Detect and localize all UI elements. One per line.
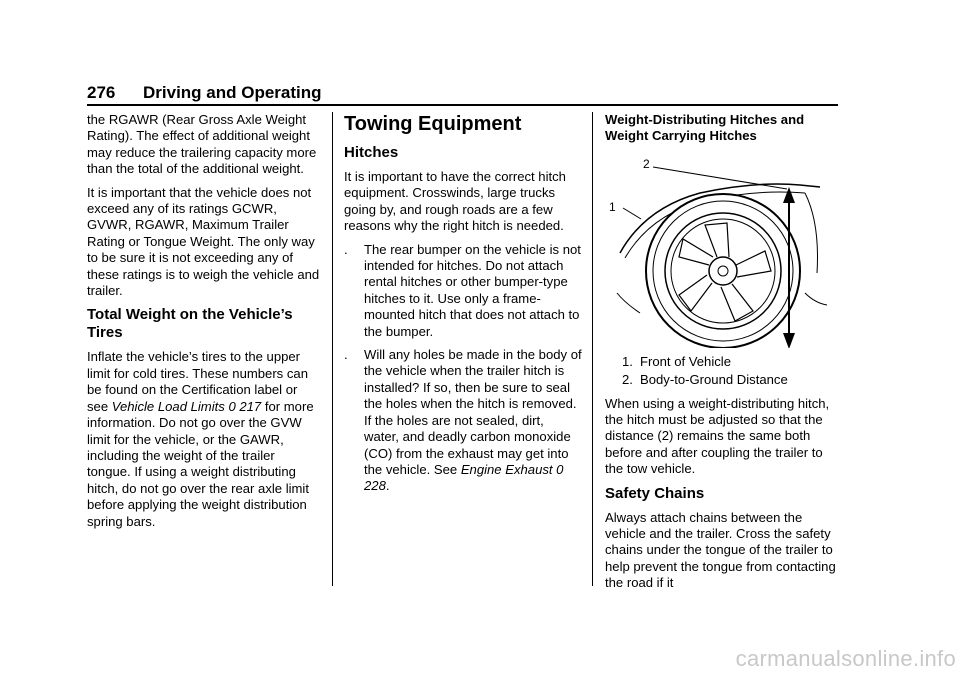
arrow-head-top — [783, 187, 795, 203]
bullet-text-holes: Will any holes be made in the body of the vehicle when the trailer hitch is installed? If so, then be sure to seal the holes when the hitch is removed. If the holes are not sealed, dirt, water, and deadly carbon monoxide (CO) from the exhaust may get into the vehicle. See Engine Exhaust 0 228. — [364, 347, 582, 494]
wheel-illustration — [605, 153, 841, 348]
bumper-outline — [617, 293, 640, 313]
callout-2-label: 2 — [643, 156, 650, 171]
bullet-marker: . — [344, 241, 348, 257]
callout-2-leader — [653, 167, 787, 189]
fender-rear-edge — [805, 193, 818, 273]
page-number: 276 — [87, 83, 116, 102]
wheel-hub — [709, 257, 737, 285]
bullet-text-bumper: The rear bumper on the vehicle is not intended for hitches. Do not attach rental hitches or other bumper-type hitches to it. Use only a frame-mounted hitch that does not attach to the bumper. — [364, 241, 581, 339]
paragraph-rgawr: the RGAWR (Rear Gross Axle Weight Rating). The effect of additional weight may reduce the trailering capacity more than the total of the additional weight. — [87, 112, 317, 177]
column-3 — [605, 112, 841, 599]
heading-weight-distributing-hitches: Weight-Distributing Hitches and Weight Carrying Hitches — [605, 112, 805, 144]
heading-towing-equipment: Towing Equipment — [344, 113, 522, 135]
watermark: carmanualsonline.info — [735, 646, 956, 671]
figure-caption: 1. Front of Vehicle — [622, 353, 731, 369]
list-item — [344, 242, 582, 340]
heading-total-weight: Total Weight on the Vehicle’s Tires — [87, 306, 293, 342]
link-engine-exhaust[interactable]: Engine Exhaust — [460, 461, 553, 477]
heading-safety-chains: Safety Chains — [605, 484, 705, 502]
page-header — [87, 83, 838, 105]
page-ref-228[interactable]: 0 228 — [364, 461, 564, 494]
section-title: Driving and Operating — [143, 83, 322, 102]
callout-1-label: 1 — [609, 199, 616, 214]
heading-hitches: Hitches — [344, 144, 399, 161]
paragraph-safety-chains: Always attach chains between the vehicle and the trailer. Cross the safety chains under the tongue of the trailer to help prevent the tongue from contacting the road if it — [605, 509, 836, 591]
header-divider — [87, 104, 838, 106]
callout-1-leader — [623, 208, 641, 219]
figure-caption: 2. Body-to-Ground Distance — [622, 372, 788, 388]
paragraph-ratings: It is important that the vehicle does not exceed any of its ratings GCWR, GVWR, RGAWR, Maximum Trailer Rating or Tongue Weight. The only way to be sure it is not exceeding any of these ratings is to weigh the vehicle and trailer. — [87, 184, 320, 299]
arrow-head-bottom — [783, 333, 795, 348]
column-1 — [87, 112, 322, 537]
wheel-diagram — [605, 153, 841, 348]
list-item — [344, 347, 582, 495]
link-vehicle-load-limits[interactable]: Vehicle Load Limits — [111, 398, 225, 414]
paragraph-inflate-tires: Inflate the vehicle’s tires to the upper limit for cold tires. These numbers can be found on the Certification label or see Vehicle Load Limits 0 217 for more information. Do not go over the GVW limit for the vehicle, or the GAWR, including the weight of the trailer tongue. If using a weight distributing hitch, do not go over the rear axle limit before applying the weight distribution spring bars. — [87, 349, 314, 529]
body-lower-outline — [805, 293, 827, 305]
paragraph-hitch-intro: It is important to have the correct hitch equipment. Crosswinds, large trucks going by, and rough roads are a few reasons why the right hitch is needed. — [344, 169, 566, 234]
paragraph-weight-distributing: When using a weight-distributing hitch, the hitch must be adjusted so that the distance (2) remains the same both before and after coupling the trailer to the tow vehicle. — [605, 395, 830, 477]
column-2 — [344, 112, 582, 502]
column-divider-2 — [592, 112, 593, 586]
page-ref-217[interactable]: 0 217 — [224, 398, 262, 414]
column-divider-1 — [332, 112, 333, 586]
bullet-marker: . — [344, 347, 348, 363]
